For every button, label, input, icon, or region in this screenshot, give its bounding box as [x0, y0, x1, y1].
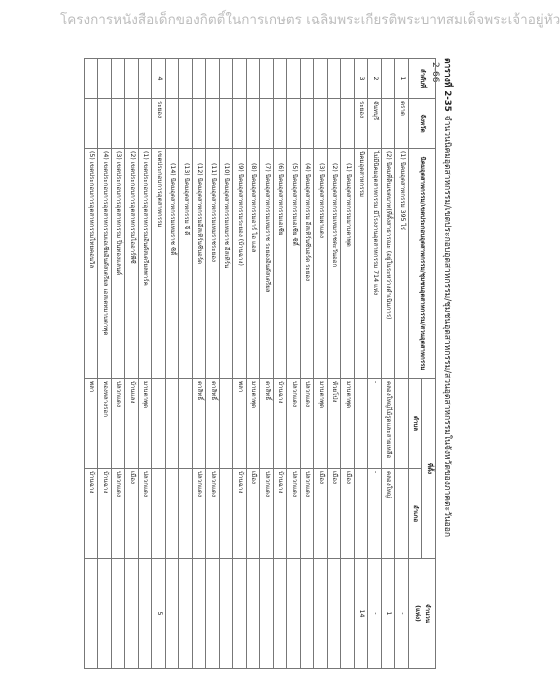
cell-count	[247, 559, 261, 669]
cell-district: -	[368, 379, 382, 469]
table-row	[341, 59, 355, 669]
cell-amphoe	[220, 469, 234, 559]
cell-province: ระยอง	[355, 99, 369, 149]
cell-amphoe: บ้านฉาง	[274, 469, 288, 559]
cell-no	[287, 59, 301, 99]
cell-estate: (13) นิคมอุตสาหกรรม จี ดี	[179, 149, 193, 379]
cell-province: ตราด	[395, 99, 409, 149]
table-head	[409, 59, 436, 669]
cell-count	[233, 559, 247, 669]
cell-estate: (1) นิคมอุตสาหกรรมมาบตาพุด	[341, 149, 355, 379]
caption-label: ตารางที่ 2-35	[442, 58, 452, 112]
cell-district: ตาสิทธิ์	[260, 379, 274, 469]
table-row	[328, 59, 342, 669]
cell-count	[220, 559, 234, 669]
cell-amphoe: ปลวกแดง	[139, 469, 153, 559]
cell-count	[314, 559, 328, 669]
cell-count: 5	[152, 559, 166, 669]
cell-amphoe: ปลวกแดง	[193, 469, 207, 559]
cell-province	[98, 99, 112, 149]
cell-district: มาบตาพุด	[247, 379, 261, 469]
cell-estate: (3) เขตประกอบการอุตสาหกรรม ปิ่นทองแลนด์	[112, 149, 126, 379]
cell-amphoe	[355, 469, 369, 559]
cell-estate: (2) นิคมที่ดินเขตบาท(ที่ตั้งสาธารณะ (อยู่ในระหว่างดำเนินการ)	[382, 149, 396, 379]
cell-province	[247, 99, 261, 149]
table-row	[382, 59, 396, 669]
cell-district: มาบตาพุด	[341, 379, 355, 469]
cell-no	[125, 59, 139, 99]
cell-district: บ้านฉาง	[274, 379, 288, 469]
table-row	[314, 59, 328, 669]
cell-count	[287, 559, 301, 669]
cell-count	[328, 559, 342, 669]
cell-estate: (1) เขตประกอบการอุตสาหกรรมอินดัสเตรียลพาร์ค	[139, 149, 153, 379]
cell-no	[220, 59, 234, 99]
cell-amphoe	[395, 469, 409, 559]
cell-no	[206, 59, 220, 99]
cell-no	[179, 59, 193, 99]
cell-amphoe: ปลวกแดง	[206, 469, 220, 559]
table-row	[125, 59, 139, 669]
cell-district: มาบตาพุด	[139, 379, 153, 469]
cell-no	[314, 59, 328, 99]
header-count	[409, 559, 436, 669]
cell-count: 14	[355, 559, 369, 669]
table-row	[112, 59, 126, 669]
cell-amphoe	[179, 469, 193, 559]
cell-count	[206, 559, 220, 669]
cell-province	[328, 99, 342, 149]
cell-province	[193, 99, 207, 149]
table-row	[152, 59, 166, 669]
cell-count: -	[368, 559, 382, 669]
table-row	[98, 59, 112, 669]
cell-district: ตาสิทธิ์	[206, 379, 220, 469]
cell-province	[314, 99, 328, 149]
cell-estate: (4) เขตประกอบการอุตสาหกรรมเอเชียอินดัสเตรียล เอสเตทมาบตาพุด	[98, 149, 112, 379]
cell-count	[112, 559, 126, 669]
cell-no: 1	[395, 59, 409, 99]
cell-district	[179, 379, 193, 469]
cell-district	[152, 379, 166, 469]
table-row	[193, 59, 207, 669]
cell-amphoe: -	[368, 469, 382, 559]
cell-amphoe	[152, 469, 166, 559]
header-district: ตำบล	[409, 379, 423, 469]
cell-estate: (4) นิคมอุตสาหกรรม อีสเทิร์นซีบอร์ด ระยอง	[301, 149, 315, 379]
cell-count	[301, 559, 315, 669]
cell-province	[206, 99, 220, 149]
cell-no: 3	[355, 59, 369, 99]
cell-estate: (12) นิคมอุตสาหกรรมอีสเทิร์นซีบอร์ด	[193, 149, 207, 379]
rotated-table-area	[78, 58, 458, 668]
cell-estate: นิคมอุตสาหกรรม	[355, 149, 369, 379]
cell-estate: (3) นิคมอุตสาหกรรมผาแดง	[314, 149, 328, 379]
table-row	[85, 59, 99, 669]
cell-no	[341, 59, 355, 99]
header-province: จังหวัด	[409, 99, 436, 149]
cell-district: ปลวกแดง	[301, 379, 315, 469]
header-count-label: จำนวน	[424, 603, 431, 624]
cell-amphoe: ปลวกแดง	[287, 469, 301, 559]
cell-province	[274, 99, 288, 149]
cell-district: ปลวกแดง	[287, 379, 301, 469]
table-row	[368, 59, 382, 669]
cell-amphoe: เมือง	[247, 469, 261, 559]
cell-no	[85, 59, 99, 99]
cell-amphoe: บ้านฉาง	[98, 469, 112, 559]
cell-estate: (2) นิคมอุตสาหกรรมเหมราชตะวันออก	[328, 149, 342, 379]
cell-amphoe	[166, 469, 180, 559]
cell-no: 4	[152, 59, 166, 99]
cell-count	[260, 559, 274, 669]
cell-no	[112, 59, 126, 99]
cell-count	[98, 559, 112, 669]
cell-district: ตาสิทธิ์	[193, 379, 207, 469]
table-row	[301, 59, 315, 669]
cell-amphoe: ปลวกแดง	[301, 469, 315, 559]
cell-district	[220, 379, 234, 469]
header-estate: นิคมอุตสาหกรรม/เขตประกอบอุตสาหกรรม/ชุมชนอุตสาหกรรม/สวนอุตสาหกรรม	[409, 149, 436, 379]
cell-estate: (1) นิคมอุตสาหกรรม 395 ไร่	[395, 149, 409, 379]
cell-province	[260, 99, 274, 149]
table-row	[166, 59, 180, 669]
cell-estate: (14) นิคมอุตสาหกรรมเหมราช ซิตี้	[166, 149, 180, 379]
cell-no	[328, 59, 342, 99]
table-row	[355, 59, 369, 669]
cell-district: พลา	[233, 379, 247, 469]
cell-no	[233, 59, 247, 99]
cell-estate: ไม่มีนิคมอุตสาหกรรม มีโรงงานอุตสาหกรรม 714 แห่ง	[368, 149, 382, 379]
cell-count: -	[395, 559, 409, 669]
table-caption	[436, 58, 458, 668]
estate-table	[84, 58, 436, 669]
cell-province	[85, 99, 99, 149]
cell-estate: (10) นิคมอุตสาหกรรมเหมราช อีสเทิร์น	[220, 149, 234, 379]
cell-district	[166, 379, 180, 469]
cell-district: ปลวกแดง	[112, 379, 126, 469]
cell-amphoe: เมือง	[125, 469, 139, 559]
table-row	[179, 59, 193, 669]
cell-district	[395, 379, 409, 469]
cell-amphoe: ปลวกแดง	[260, 469, 274, 559]
cell-province: จันทบุรี	[368, 99, 382, 149]
cell-district: ห้วยโป่ง	[328, 379, 342, 469]
table-row	[260, 59, 274, 669]
cell-estate: เขตประกอบการอุตสาหกรรม	[152, 149, 166, 379]
cell-no	[260, 59, 274, 99]
cell-no	[139, 59, 153, 99]
cell-province	[287, 99, 301, 149]
page-number: 2-66	[430, 62, 440, 83]
cell-count	[139, 559, 153, 669]
cell-district: ทองหลางรอก	[98, 379, 112, 469]
cell-estate: (2) เขตประกอบการอุตสาหกรรมไออาร์พีซี	[125, 149, 139, 379]
table-row	[287, 59, 301, 669]
cell-province	[382, 99, 396, 149]
table-row	[233, 59, 247, 669]
cell-count	[341, 559, 355, 669]
cell-district: พลา	[85, 379, 99, 469]
table-row	[274, 59, 288, 669]
cell-province	[341, 99, 355, 149]
table-row	[395, 59, 409, 669]
cell-no	[193, 59, 207, 99]
cell-estate: (5) เขตประกอบการอุตสาหกรรมไทยคอนวิล	[85, 149, 99, 379]
cell-district: คลองใหญ่ไม้รูดและสายเหลือ	[382, 379, 396, 469]
cell-no	[301, 59, 315, 99]
cell-no	[98, 59, 112, 99]
header-location: ที่ตั้ง	[422, 379, 436, 559]
page-header: โครงการหนังสือเด็กของกิตติ์ในการเกษตร เฉลิมพระเกียรติพระบาทสมเด็จพระเจ้าอยู่หัว	[60, 12, 560, 28]
cell-amphoe: คลองใหญ่	[382, 469, 396, 559]
cell-district: บ้านแลง	[125, 379, 139, 469]
cell-province	[301, 99, 315, 149]
cell-estate: (5) นิคมอุตสาหกรรมเอเชีย ซิตี้	[287, 149, 301, 379]
cell-count	[193, 559, 207, 669]
cell-amphoe: บ้านฉาง	[85, 469, 99, 559]
cell-province	[139, 99, 153, 149]
cell-estate: (8) นิคมอุตสาหกรรมอาร์ ไอ แอล	[247, 149, 261, 379]
cell-province	[166, 99, 180, 149]
table-row	[206, 59, 220, 669]
cell-count	[125, 559, 139, 669]
caption-text: จำนวนนิคมอุตสาหกรรม/เขตประกอบอุตสาหกรรม/ชุมชนอุตสาหกรรม/สวนอุตสาหกรรมในจังหวัดของภาคตะวันออก	[442, 115, 452, 538]
cell-province	[220, 99, 234, 149]
cell-no	[166, 59, 180, 99]
table-body	[85, 59, 409, 669]
cell-district: มาบตาพุด	[314, 379, 328, 469]
cell-count	[166, 559, 180, 669]
cell-no	[382, 59, 396, 99]
cell-count	[85, 559, 99, 669]
cell-province: ระยอง	[152, 99, 166, 149]
header-no: ลำดับที่	[409, 59, 436, 99]
cell-no: 2	[368, 59, 382, 99]
cell-province	[233, 99, 247, 149]
cell-estate: (11) นิคมอุตสาหกรรมเหมราชระยอง	[206, 149, 220, 379]
table-row	[220, 59, 234, 669]
header-count-unit: (แห่ง)	[414, 605, 421, 622]
cell-estate: (6) นิคมอุตสาหกรรมเอเชีย	[274, 149, 288, 379]
table-row	[247, 59, 261, 669]
cell-no	[247, 59, 261, 99]
cell-count	[274, 559, 288, 669]
cell-amphoe: บ้านฉาง	[233, 469, 247, 559]
cell-estate: (7) นิคมอุตสาหกรรมเหมราช ระยองอินดัสเตรียล	[260, 149, 274, 379]
cell-no	[274, 59, 288, 99]
cell-amphoe: เมือง	[341, 469, 355, 559]
cell-amphoe: เมือง	[314, 469, 328, 559]
cell-count: 1	[382, 559, 396, 669]
cell-district	[355, 379, 369, 469]
header-amphoe: อำเภอ	[409, 469, 423, 559]
cell-province	[125, 99, 139, 149]
cell-amphoe: ปลวกแดง	[112, 469, 126, 559]
cell-estate: (9) นิคมอุตสาหกรรมระยอง (บ้านฉาง)	[233, 149, 247, 379]
cell-count	[179, 559, 193, 669]
cell-province	[112, 99, 126, 149]
cell-amphoe: เมือง	[328, 469, 342, 559]
table-row	[139, 59, 153, 669]
cell-province	[179, 99, 193, 149]
